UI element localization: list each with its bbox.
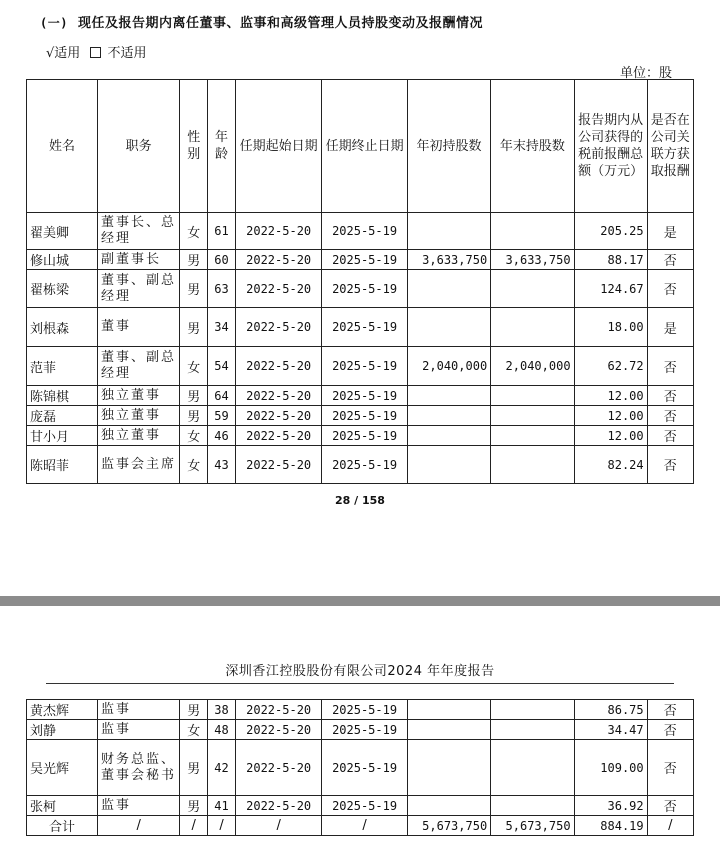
cell-name: 范菲 (27, 347, 98, 386)
cell-begin-shares-total: 5,673,750 (407, 816, 490, 836)
cell-age: 46 (208, 426, 236, 446)
cell-term-start: 2022-5-20 (235, 213, 321, 250)
cell-position: 独立董事 (98, 386, 180, 406)
cell-age: 61 (208, 213, 236, 250)
cell-pay: 18.00 (574, 308, 647, 347)
cell-term-start: 2022-5-20 (235, 250, 321, 270)
table-row (27, 347, 694, 386)
cell-age: 38 (208, 700, 236, 720)
not-applicable-label: 不适用 (107, 46, 147, 61)
cell-end-shares (491, 740, 574, 796)
applicable-checked: √适用 (46, 46, 81, 61)
cell-name: 修山城 (27, 250, 98, 270)
cell-begin-shares (407, 270, 490, 308)
cell-term-end: 2025-5-19 (322, 720, 407, 740)
cell-begin-shares (407, 308, 490, 347)
cell-term-end: 2025-5-19 (322, 796, 407, 816)
cell-term-end: 2025-5-19 (322, 250, 407, 270)
cell-name: 翟美卿 (27, 213, 98, 250)
cell-related: 否 (647, 250, 693, 270)
table-row (27, 406, 694, 426)
cell-term-end: 2025-5-19 (322, 446, 407, 484)
applicability-options (46, 42, 152, 61)
header-position: 职务 (98, 80, 180, 213)
cell-end-shares (491, 700, 574, 720)
cell-related: 否 (647, 446, 693, 484)
cell-begin-shares (407, 426, 490, 446)
cell-name: 张柯 (27, 796, 98, 816)
unit-label: 单位：股 (620, 66, 673, 81)
cell-related: 否 (647, 796, 693, 816)
cell-name: 翟栋梁 (27, 270, 98, 308)
cell-term-end: 2025-5-19 (322, 386, 407, 406)
cell-term-end: 2025-5-19 (322, 308, 407, 347)
checkbox-empty-icon (90, 47, 101, 58)
cell-term-end: 2025-5-19 (322, 426, 407, 446)
cell-name: 陈锦棋 (27, 386, 98, 406)
table-row (27, 270, 694, 308)
table-row (27, 426, 694, 446)
cell-related: 否 (647, 406, 693, 426)
cell-age: 59 (208, 406, 236, 426)
cell-begin-shares (407, 406, 490, 426)
cell-pay: 88.17 (574, 250, 647, 270)
cell-pay: 109.00 (574, 740, 647, 796)
cell-related: 否 (647, 270, 693, 308)
cell-term-start: 2022-5-20 (235, 796, 321, 816)
cell-term-start: 2022-5-20 (235, 406, 321, 426)
cell-pay: 34.47 (574, 720, 647, 740)
cell-name: 吴光辉 (27, 740, 98, 796)
page-divider (0, 596, 720, 606)
header-end-shares: 年末持股数 (491, 80, 574, 213)
cell-gender: 男 (180, 386, 208, 406)
cell-name: 甘小月 (27, 426, 98, 446)
header-term-end: 任期终止日期 (322, 80, 407, 213)
cell-term-end: 2025-5-19 (322, 270, 407, 308)
cell-position: 独立董事 (98, 426, 180, 446)
cell-gender: 男 (180, 796, 208, 816)
cell-age: 64 (208, 386, 236, 406)
cell-age: 54 (208, 347, 236, 386)
cell-related: / (647, 816, 693, 836)
table-row (27, 386, 694, 406)
cell-position: 财务总监、董事会秘书 (98, 740, 180, 796)
cell-gender: 女 (180, 426, 208, 446)
cell-gender: 女 (180, 213, 208, 250)
cell-begin-shares (407, 740, 490, 796)
cell-related: 否 (647, 740, 693, 796)
table-row (27, 720, 694, 740)
cell-total-label: 合计 (27, 816, 98, 836)
cell-end-shares (491, 406, 574, 426)
header-rule (46, 683, 674, 684)
cell-pay-total: 884.19 (574, 816, 647, 836)
shareholding-table (26, 79, 694, 484)
section-heading (40, 12, 483, 31)
cell-begin-shares (407, 700, 490, 720)
cell-position: 独立董事 (98, 406, 180, 426)
table-row (27, 796, 694, 816)
header-gender: 性别 (180, 80, 208, 213)
cell-name: 黄杰辉 (27, 700, 98, 720)
cell-term-start: 2022-5-20 (235, 446, 321, 484)
cell-end-shares (491, 213, 574, 250)
table-row (27, 446, 694, 484)
table-row (27, 308, 694, 347)
cell-pay: 12.00 (574, 386, 647, 406)
cell-position: 董事、副总经理 (98, 347, 180, 386)
header-related-party: 是否在公司关联方获取报酬 (647, 80, 693, 213)
cell-gender: 男 (180, 740, 208, 796)
cell-gender: 男 (180, 700, 208, 720)
table-row (27, 213, 694, 250)
cell-term-end: / (322, 816, 407, 836)
cell-begin-shares (407, 446, 490, 484)
cell-end-shares: 2,040,000 (491, 347, 574, 386)
cell-begin-shares (407, 720, 490, 740)
cell-begin-shares: 3,633,750 (407, 250, 490, 270)
cell-pay: 12.00 (574, 426, 647, 446)
cell-pay: 12.00 (574, 406, 647, 426)
cell-age: 42 (208, 740, 236, 796)
cell-end-shares (491, 308, 574, 347)
page-number: 28 / 158 (335, 494, 385, 507)
cell-gender: 女 (180, 720, 208, 740)
section-title: 现任及报告期内离任董事、监事和高级管理人员持股变动及报酬情况 (77, 16, 483, 31)
header-pay: 报告期内从公司获得的税前报酬总额（万元） (574, 80, 647, 213)
cell-term-end: 2025-5-19 (322, 347, 407, 386)
table-total-row (27, 816, 694, 836)
cell-begin-shares: 2,040,000 (407, 347, 490, 386)
cell-end-shares-total: 5,673,750 (491, 816, 574, 836)
cell-age: 48 (208, 720, 236, 740)
cell-end-shares (491, 796, 574, 816)
cell-gender: 女 (180, 446, 208, 484)
cell-end-shares (491, 446, 574, 484)
cell-term-start: 2022-5-20 (235, 386, 321, 406)
cell-position: 监事 (98, 700, 180, 720)
cell-pay: 124.67 (574, 270, 647, 308)
section-number: (一) (40, 16, 68, 30)
cell-related: 否 (647, 700, 693, 720)
cell-related: 否 (647, 426, 693, 446)
cell-related: 是 (647, 308, 693, 347)
cell-related: 是 (647, 213, 693, 250)
cell-pay: 62.72 (574, 347, 647, 386)
cell-pay: 205.25 (574, 213, 647, 250)
cell-begin-shares (407, 796, 490, 816)
cell-gender: 男 (180, 250, 208, 270)
cell-gender: 女 (180, 347, 208, 386)
cell-pay: 36.92 (574, 796, 647, 816)
cell-age: 60 (208, 250, 236, 270)
cell-name: 庞磊 (27, 406, 98, 426)
cell-position: 董事 (98, 308, 180, 347)
cell-position: 监事 (98, 720, 180, 740)
header-begin-shares: 年初持股数 (407, 80, 490, 213)
cell-name: 刘根森 (27, 308, 98, 347)
header-age: 年龄 (208, 80, 236, 213)
cell-term-end: 2025-5-19 (322, 213, 407, 250)
cell-position: 董事、副总经理 (98, 270, 180, 308)
report-header-title: 深圳香江控股股份有限公司2024 年年度报告 (225, 664, 495, 679)
cell-position: 董事长、总经理 (98, 213, 180, 250)
cell-term-end: 2025-5-19 (322, 740, 407, 796)
cell-position: 监事 (98, 796, 180, 816)
cell-begin-shares (407, 213, 490, 250)
cell-name: 陈昭菲 (27, 446, 98, 484)
shareholding-table-continued (26, 699, 694, 836)
cell-position: / (98, 816, 180, 836)
cell-term-start: 2022-5-20 (235, 270, 321, 308)
cell-position: 副董事长 (98, 250, 180, 270)
cell-term-start: 2022-5-20 (235, 308, 321, 347)
table-row (27, 740, 694, 796)
cell-gender: / (180, 816, 208, 836)
header-term-start: 任期起始日期 (235, 80, 321, 213)
cell-term-end: 2025-5-19 (322, 406, 407, 426)
cell-begin-shares (407, 386, 490, 406)
cell-term-start: 2022-5-20 (235, 700, 321, 720)
cell-end-shares (491, 270, 574, 308)
cell-term-start: 2022-5-20 (235, 740, 321, 796)
cell-position: 监事会主席 (98, 446, 180, 484)
table-row (27, 700, 694, 720)
cell-name: 刘静 (27, 720, 98, 740)
cell-age: 63 (208, 270, 236, 308)
cell-gender: 男 (180, 308, 208, 347)
cell-end-shares: 3,633,750 (491, 250, 574, 270)
cell-age: / (208, 816, 236, 836)
cell-related: 否 (647, 720, 693, 740)
cell-term-end: 2025-5-19 (322, 700, 407, 720)
cell-age: 41 (208, 796, 236, 816)
cell-end-shares (491, 426, 574, 446)
table-row (27, 250, 694, 270)
cell-end-shares (491, 386, 574, 406)
cell-term-start: 2022-5-20 (235, 720, 321, 740)
table-header-row (27, 80, 694, 213)
cell-age: 43 (208, 446, 236, 484)
cell-term-start: 2022-5-20 (235, 347, 321, 386)
cell-related: 否 (647, 386, 693, 406)
header-name: 姓名 (27, 80, 98, 213)
cell-end-shares (491, 720, 574, 740)
cell-related: 否 (647, 347, 693, 386)
cell-gender: 男 (180, 406, 208, 426)
cell-pay: 82.24 (574, 446, 647, 484)
cell-term-start: 2022-5-20 (235, 426, 321, 446)
cell-term-start: / (235, 816, 321, 836)
cell-gender: 男 (180, 270, 208, 308)
cell-age: 34 (208, 308, 236, 347)
cell-pay: 86.75 (574, 700, 647, 720)
